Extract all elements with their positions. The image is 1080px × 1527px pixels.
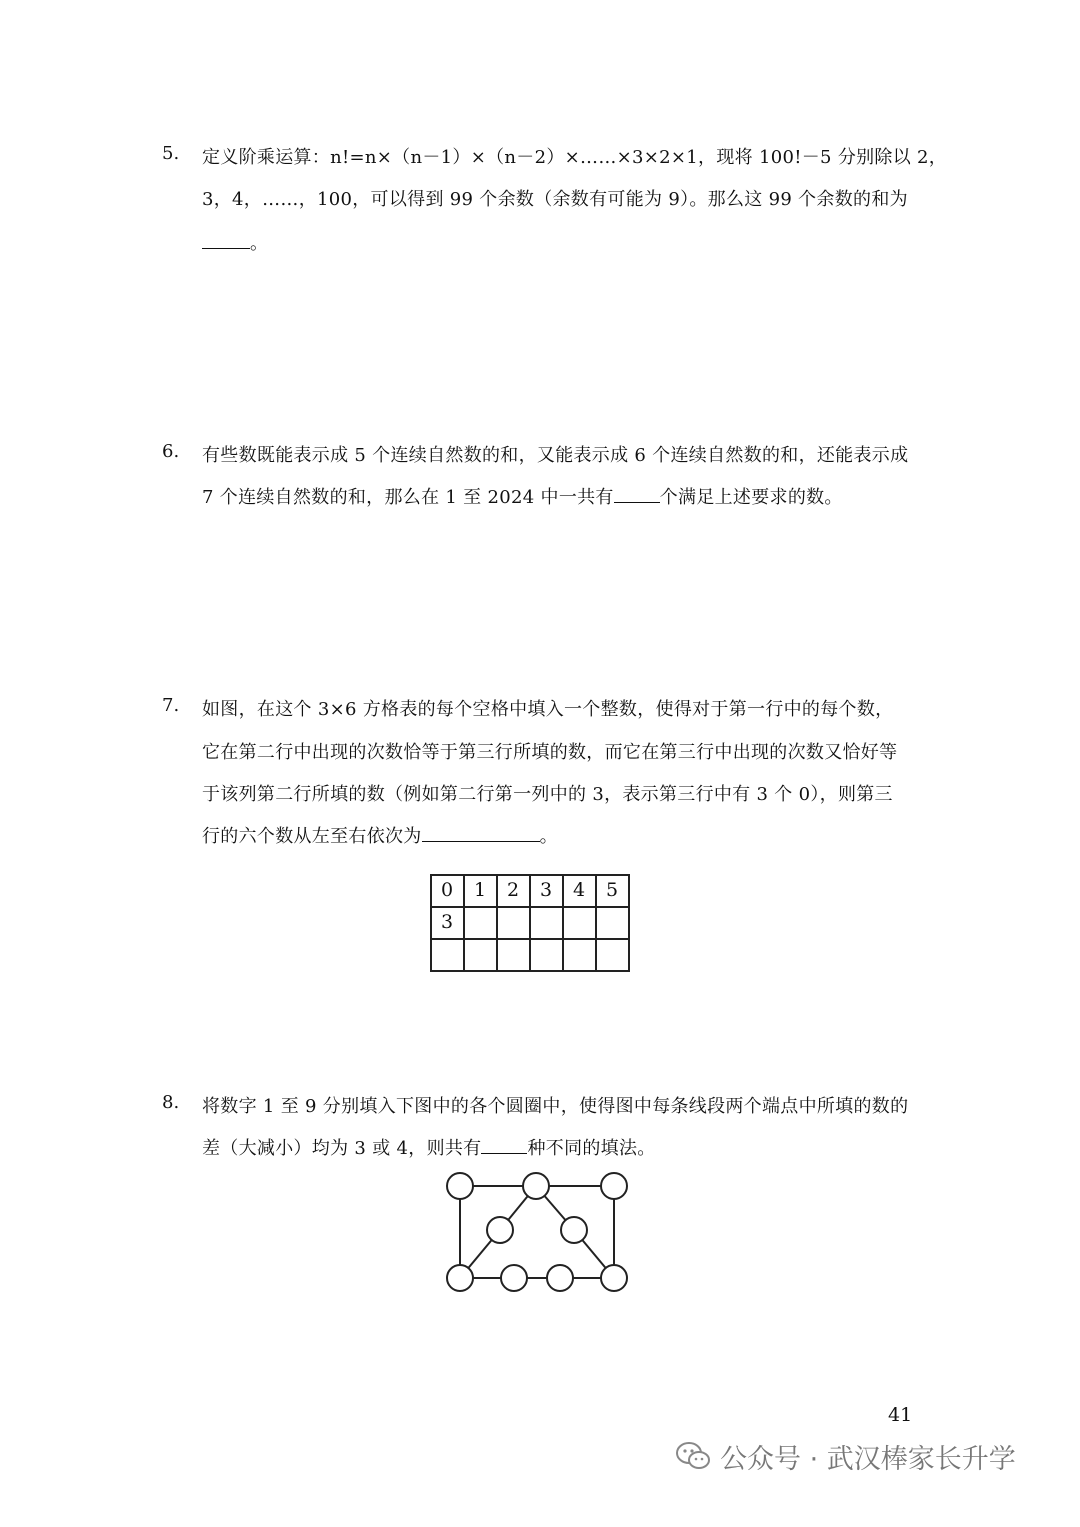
question-text-line: 行的六个数从左至右依次为 — [202, 826, 422, 847]
grid-cell[interactable] — [431, 939, 464, 971]
question-number: 6. — [162, 441, 180, 462]
grid-row-2 — [431, 907, 629, 939]
grid-cell: 4 — [563, 875, 596, 907]
question-text-tail: 。 — [539, 826, 558, 847]
question-text-line: 如图，在这个 3×6 方格表的每个空格中填入一个整数，使得对于第一行中的每个数， — [202, 699, 894, 720]
question-text-line: 于该列第二行所填的数（例如第二行第一列中的 3，表示第三行中有 3 个 0），则第三 — [202, 784, 893, 805]
graph-node-circle[interactable] — [487, 1217, 513, 1243]
grid-cell[interactable] — [464, 939, 497, 971]
question-text-line: 差（大减小）均为 3 或 4，则共有 — [202, 1138, 482, 1159]
answer-blank[interactable] — [614, 501, 660, 503]
question-text-tail: 。 — [250, 233, 269, 254]
grid-cell[interactable] — [497, 907, 530, 939]
grid-cell[interactable] — [530, 939, 563, 971]
answer-line — [202, 822, 558, 848]
grid-row-1 — [431, 875, 629, 907]
grid-cell: 1 — [464, 875, 497, 907]
graph-node-circle[interactable] — [561, 1217, 587, 1243]
watermark-text: 公众号 · 武汉棒家长升学 — [720, 1443, 1016, 1475]
grid-cell[interactable] — [596, 939, 629, 971]
grid-cell[interactable] — [563, 939, 596, 971]
wechat-icon — [676, 1441, 710, 1471]
circle-graph-diagram — [440, 1168, 640, 1298]
grid-cell: 2 — [497, 875, 530, 907]
grid-cell: 5 — [596, 875, 629, 907]
question-text-line: 3，4，……，100，可以得到 99 个余数（余数有可能为 9）。那么这 99 个余数的和为 — [202, 189, 908, 210]
grid-cell[interactable] — [596, 907, 629, 939]
answer-blank[interactable] — [422, 840, 540, 842]
answer-line — [202, 483, 843, 509]
grid-cell[interactable] — [497, 939, 530, 971]
page-number: 41 — [888, 1404, 913, 1426]
graph-node-circle[interactable] — [447, 1173, 473, 1199]
watermark — [676, 1436, 1016, 1476]
question-text-line: 将数字 1 至 9 分别填入下图中的各个圆圈中，使得图中每条线段两个端点中所填的数的 — [202, 1096, 909, 1117]
graph-node-circle[interactable] — [601, 1173, 627, 1199]
grid-cell[interactable] — [464, 907, 497, 939]
graph-node-circle[interactable] — [547, 1265, 573, 1291]
grid-row-3 — [431, 939, 629, 971]
question-number: 5. — [162, 143, 180, 164]
number-grid-3x6 — [430, 874, 630, 972]
question-text-tail: 种不同的填法。 — [527, 1138, 656, 1159]
question-text-line: 它在第二行中出现的次数恰等于第三行所填的数，而它在第三行中出现的次数又恰好等 — [202, 742, 898, 763]
question-text-tail: 个满足上述要求的数。 — [659, 487, 843, 508]
answer-line — [202, 229, 268, 255]
graph-node-circle[interactable] — [501, 1265, 527, 1291]
question-text-line: 有些数既能表示成 5 个连续自然数的和，又能表示成 6 个连续自然数的和，还能表示成 — [202, 445, 909, 466]
question-text-line: 7 个连续自然数的和，那么在 1 至 2024 中一共有 — [202, 487, 614, 508]
grid-cell[interactable] — [530, 907, 563, 939]
question-text-line: 定义阶乘运算：n!=n×（n－1）×（n－2）×……×3×2×1，现将 100!－5 分别除以 2， — [202, 147, 948, 168]
grid-cell: 3 — [530, 875, 563, 907]
graph-nodes — [447, 1173, 627, 1291]
grid-cell: 3 — [431, 907, 464, 939]
question-number: 7. — [162, 695, 180, 716]
grid-cell: 0 — [431, 875, 464, 907]
graph-node-circle[interactable] — [601, 1265, 627, 1291]
answer-line — [202, 1134, 656, 1160]
answer-blank[interactable] — [202, 247, 250, 249]
graph-node-circle[interactable] — [523, 1173, 549, 1199]
question-number: 8. — [162, 1092, 180, 1113]
grid-cell[interactable] — [563, 907, 596, 939]
graph-node-circle[interactable] — [447, 1265, 473, 1291]
answer-blank[interactable] — [481, 1152, 527, 1154]
